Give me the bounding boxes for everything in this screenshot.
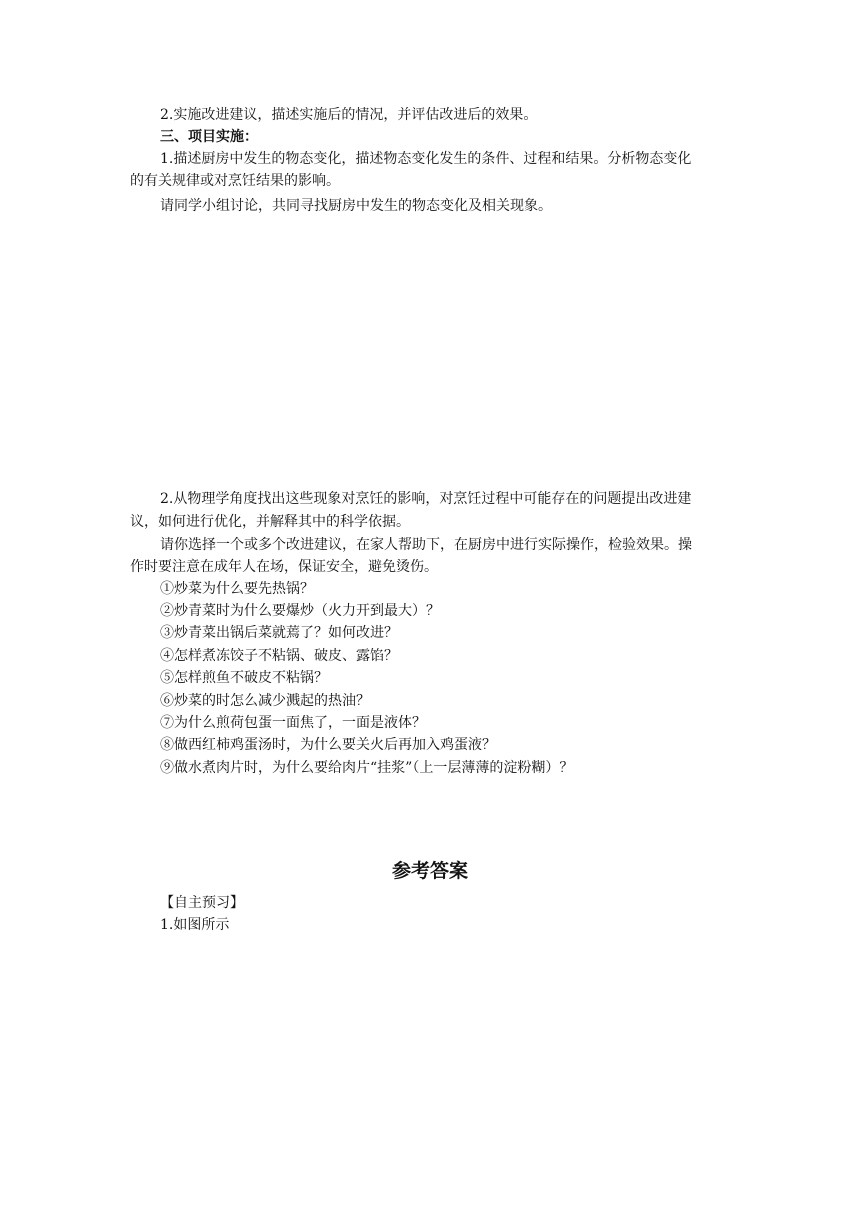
section-heading-project-implementation: 三、项目实施：	[160, 129, 258, 145]
practice-instruction-line-2: 作时要注意在成年人在场，保证安全，避免烫伤。	[130, 559, 438, 575]
self-preview-label: 【自主预习】	[160, 895, 244, 911]
answers-title: 参考答案	[391, 860, 468, 882]
question-5: ⑤怎样煎鱼不破皮不粘锅？	[160, 670, 328, 686]
task-2-line-2: 议，如何进行优化，并解释其中的科学依据。	[130, 514, 410, 530]
question-4: ④怎样煮冻饺子不粘锅、破皮、露馅？	[160, 648, 398, 664]
question-1: ①炒菜为什么要先热锅？	[160, 581, 314, 597]
task-1-line-2: 的有关规律或对烹饪结果的影响。	[130, 173, 340, 189]
task-1-line-1: 1.描述厨房中发生的物态变化，描述物态变化发生的条件、过程和结果。分析物态变化	[160, 151, 692, 167]
implementation-step-2: 2.实施改进建议，描述实施后的情况，并评估改进后的效果。	[160, 107, 538, 123]
question-7: ⑦为什么煎荷包蛋一面焦了，一面是液体？	[160, 715, 426, 731]
group-discussion-instruction: 请同学小组讨论，共同寻找厨房中发生的物态变化及相关现象。	[160, 198, 552, 214]
question-8: ⑧做西红柿鸡蛋汤时，为什么要关火后再加入鸡蛋液？	[160, 737, 496, 753]
question-9: ⑨做水煮肉片时，为什么要给肉片“挂浆”（上一层薄薄的淀粉糊）？	[160, 760, 574, 776]
task-2-line-1: 2.从物理学角度找出这些现象对烹饪的影响，对烹饪过程中可能存在的问题提出改进建	[160, 491, 692, 507]
practice-instruction-line-1: 请你选择一个或多个改进建议，在家人帮助下，在厨房中进行实际操作，检验效果。操	[160, 537, 692, 553]
question-6: ⑥炒菜的时怎么减少溅起的热油？	[160, 693, 370, 709]
question-3: ③炒青菜出锅后菜就蔫了？如何改进？	[160, 625, 398, 641]
answer-item-1: 1.如图所示	[160, 917, 230, 933]
question-2: ②炒青菜时为什么要爆炒（火力开到最大）？	[160, 603, 440, 619]
